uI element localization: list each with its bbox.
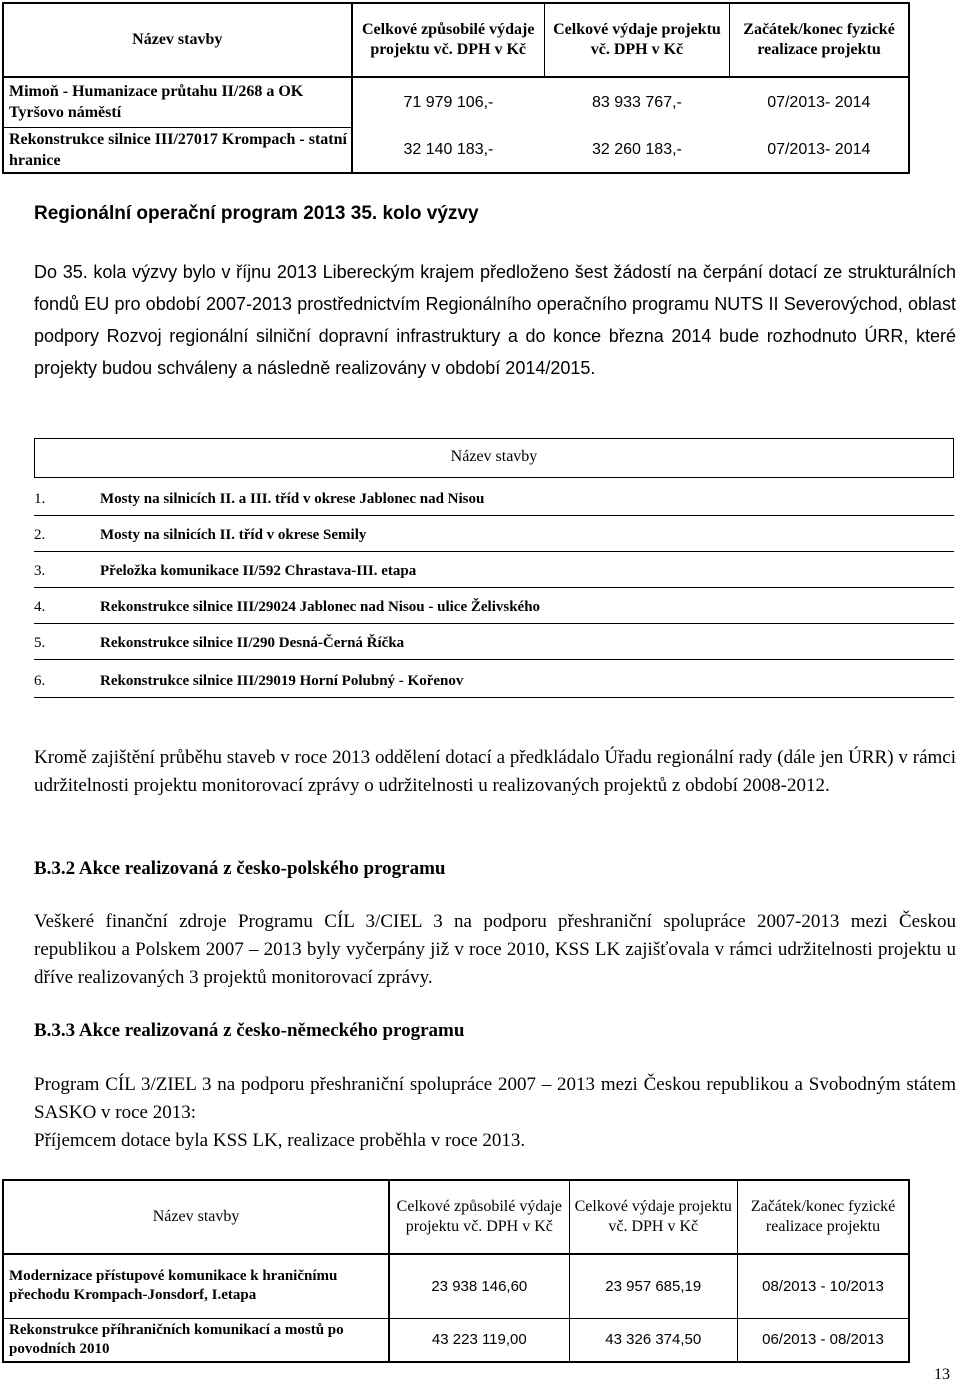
project-table-2	[2, 1179, 910, 1363]
list-divider	[34, 551, 954, 552]
monitoring-paragraph: Kromě zajištění průběhu staveb v roce 2013 oddělení dotací a předkládalo Úřadu regionální rady (dále jen ÚRR) v rámci udržitelnosti projektu monitorovací zprávy o udržitelnosti u realizovaných projektů z období 2008-2012.	[34, 747, 956, 796]
list-item-number: 3.	[34, 563, 46, 579]
table1-row2-name: Rekonstrukce silnice III/27017 Krompach - statní hranice	[3, 127, 352, 173]
table1-row2-eligible: 32 140 183,-	[403, 140, 494, 158]
table2-row2-eligible: 43 223 119,00	[389, 1318, 569, 1362]
section-b32-text: Veškeré finanční zdroje Programu CÍL 3/CIEL 3 na podporu přeshraniční spolupráce 2007-2013 mezi Českou republikou a Polskem 2007 – 2013 byly vyčerpány již v roce 2010, KSS LK zajišťovala v rámci udržitelnosti projektu u dříve realizovaných 3 projektů monitorovací zprávy.	[34, 911, 956, 988]
list-item-name: Rekonstrukce silnice III/29019 Horní Polubný - Kořenov	[100, 673, 464, 689]
table1-row2-period: 07/2013- 2014	[767, 140, 871, 158]
table2-row1-period: 08/2013 - 10/2013	[738, 1254, 910, 1318]
list-divider	[34, 623, 954, 624]
list-divider	[34, 659, 954, 660]
table1-row2-total: 32 260 183,-	[592, 140, 682, 158]
table1-row1-period: 07/2013- 2014	[767, 93, 871, 111]
rop-paragraph: Do 35. kola výzvy bylo v říjnu 2013 Libereckým krajem předloženo šest žádostí na čerpání dotací ze strukturálních fondů EU pro období 2007-2013 prostřednictvím Regionálního operačního programu NUTS II Severovýchod, oblast podpory Rozvoj regionální silniční dopravní infrastruktury a do konce března 2014 bude rozhodnuto ÚRR, které projekty budou schváleny a následně realizovány v období 2014/2015.	[34, 262, 956, 378]
list-item-number: 5.	[34, 635, 46, 651]
table1-header-total: Celkové výdaje projektu vč. DPH v Kč	[544, 3, 729, 77]
table2-row2-total: 43 326 374,50	[569, 1318, 737, 1362]
list-item-number: 4.	[34, 599, 46, 615]
list-divider	[34, 697, 954, 698]
page-number: 13	[934, 1366, 950, 1383]
section-b33-title: B.3.3 Akce realizovaná z česko-německého programu	[34, 1020, 465, 1041]
table2-row2-period: 06/2013 - 08/2013	[738, 1318, 910, 1362]
list-divider	[34, 587, 954, 588]
list-item-number: 1.	[34, 491, 46, 507]
list-item-number: 2.	[34, 527, 46, 543]
list-item-name: Mosty na silnicích II. tříd v okrese Semily	[100, 527, 367, 543]
table2-row1-name: Modernizace přístupové komunikace k hraničnímu přechodu Krompach-Jonsdorf, I.etapa	[3, 1254, 389, 1318]
project-table-1	[2, 2, 910, 174]
section-b32-title: B.3.2 Akce realizovaná z česko-polského programu	[34, 858, 446, 879]
section-b33-text1: Program CÍL 3/ZIEL 3 na podporu přeshraniční spolupráce 2007 – 2013 mezi Českou republikou a Svobodným státem SASKO v roce 2013:	[34, 1074, 956, 1123]
list-item-name: Rekonstrukce silnice II/290 Desná-Černá Říčka	[100, 635, 405, 651]
list-item-name: Přeložka komunikace II/592 Chrastava-III. etapa	[100, 563, 417, 579]
section-b33-text2: Příjemcem dotace byla KSS LK, realizace proběhla v roce 2013.	[34, 1130, 526, 1151]
list-divider	[34, 515, 954, 516]
table1-header-name: Název stavby	[3, 3, 352, 77]
table2-row1-total: 23 957 685,19	[569, 1254, 737, 1318]
table1-row1-eligible: 71 979 106,-	[403, 93, 494, 111]
table2-header-eligible: Celkové způsobilé výdaje projektu vč. DPH v Kč	[389, 1180, 569, 1254]
table2-header-name: Název stavby	[3, 1180, 389, 1254]
table1-row1-name: Mimoň - Humanizace průtahu II/268 a OK Tyršovo náměstí	[3, 77, 352, 127]
table2-row2-name: Rekonstrukce příhraničních komunikací a mostů po povodních 2010	[3, 1318, 389, 1362]
table1-row1-total: 83 933 767,-	[592, 93, 682, 111]
list-item-name: Rekonstrukce silnice III/29024 Jablonec nad Nisou - ulice Želivského	[100, 599, 541, 615]
table1-header-eligible: Celkové způsobilé výdaje projektu vč. DPH v Kč	[352, 3, 545, 77]
table2-header-period: Začátek/konec fyzické realizace projektu	[738, 1180, 910, 1254]
table2-header-total: Celkové výdaje projektu vč. DPH v Kč	[569, 1180, 737, 1254]
list-item-name: Mosty na silnicích II. a III. tříd v okrese Jablonec nad Nisou	[100, 491, 485, 507]
table1-header-period: Začátek/konec fyzické realizace projektu	[730, 3, 909, 77]
table2-row1-eligible: 23 938 146,60	[389, 1254, 569, 1318]
list-item-number: 6.	[34, 673, 46, 689]
project-list-header: Název stavby	[450, 448, 538, 465]
rop-heading: Regionální operační program 2013 35. kolo výzvy	[34, 203, 479, 224]
